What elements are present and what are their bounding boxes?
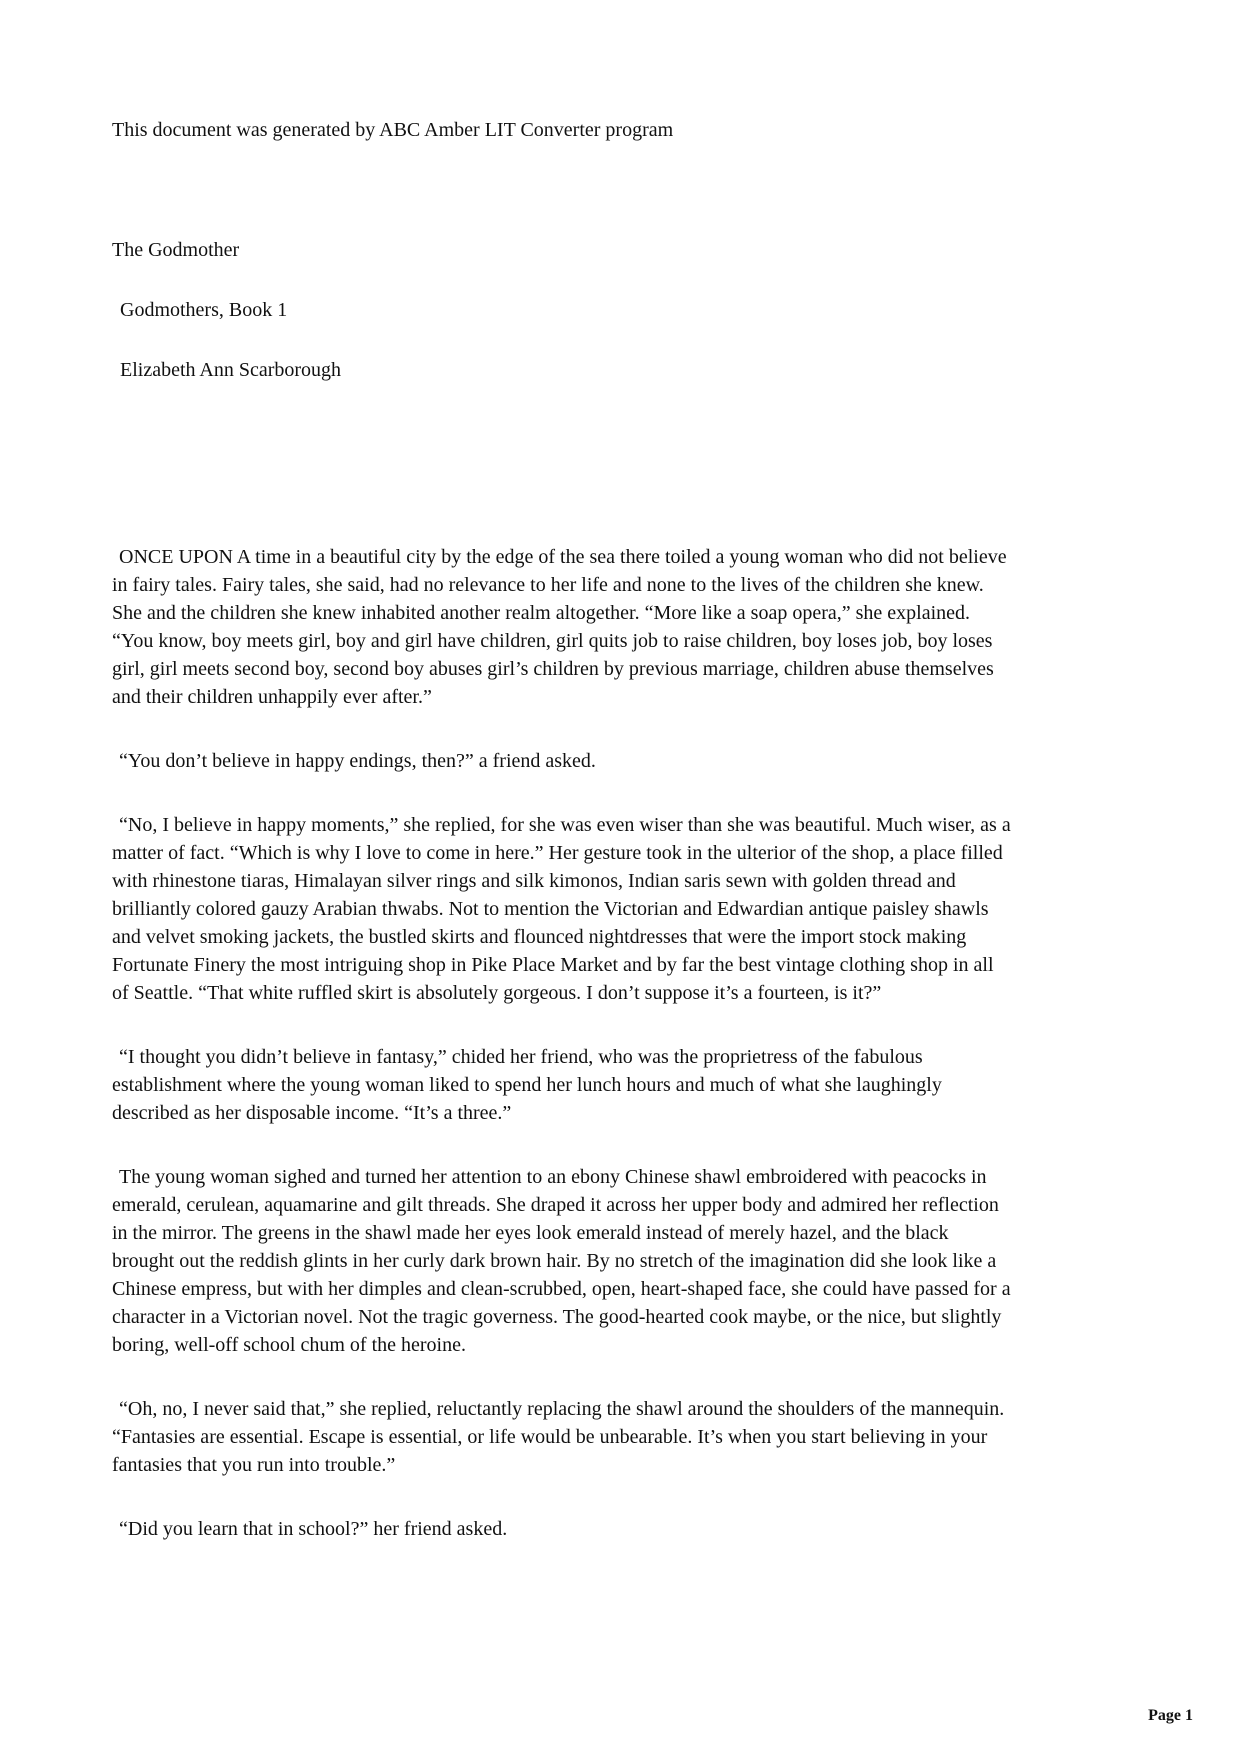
converter-notice: This document was generated by ABC Amber LIT Converter program bbox=[112, 119, 674, 141]
book-author: Elizabeth Ann Scarborough bbox=[120, 359, 342, 381]
paragraph: “No, I believe in happy moments,” she replied, for she was even wiser than she was beautiful. Much wiser, as a matter of fact. “Which is why I love to come in here.” Her gesture took in the ulterior of the shop, a place filled with rhinestone tiaras, Himalayan silver rings and silk kimonos, Indian saris sewn with golden thread and brilliantly colored gauzy Arabian thwabs. Not to mention the Victorian and Edwardian antique paisley shawls and velvet smoking jackets, the bustled skirts and flounced nightdresses that were the import stock making Fortunate Finery the most intriguing shop in Pike Place Market and by far the best vintage clothing shop in all of Seattle. “That white ruffled skirt is absolutely gorgeous. I don’t suppose it’s a fourteen, is it?” bbox=[112, 814, 1011, 1004]
paragraph: “I thought you didn’t believe in fantasy,” chided her friend, who was the proprietress of the fabulous establishment where the young woman liked to spend her lunch hours and much of what she laughingly described as her disposable income. “It’s a three.” bbox=[112, 1046, 942, 1124]
paragraph: “You don’t believe in happy endings, then?” a friend asked. bbox=[119, 750, 596, 772]
paragraph: ONCE UPON A time in a beautiful city by the edge of the sea there toiled a young woman who did not believe in fairy tales. Fairy tales, she said, had no relevance to her life and none to the lives of the children she knew. She and the children she knew inhabited another realm altogether. “More like a soap opera,” she explained. “You know, boy meets girl, boy and girl have children, girl quits job to raise children, boy loses job, boy loses girl, girl meets second boy, second boy abuses girl’s children by previous marriage, children abuse themselves and their children unhappily ever after.” bbox=[112, 546, 1007, 708]
paragraph: The young woman sighed and turned her attention to an ebony Chinese shawl embroidered with peacocks in emerald, cerulean, aquamarine and gilt threads. She draped it across her upper body and admired her reflection in the mirror. The greens in the shawl made her eyes look emerald instead of merely hazel, and the black brought out the reddish glints in her curly dark brown hair. By no stretch of the imagination did she look like a Chinese empress, but with her dimples and clean-scrubbed, open, heart-shaped face, she could have passed for a character in a Victorian novel. Not the tragic governess. The good-hearted cook maybe, or the nice, but slightly boring, well-off school chum of the heroine. bbox=[112, 1166, 1011, 1356]
page-number: Page 1 bbox=[1148, 1707, 1193, 1724]
paragraph: “Did you learn that in school?” her friend asked. bbox=[119, 1518, 508, 1540]
paragraph: “Oh, no, I never said that,” she replied, reluctantly replacing the shawl around the shoulders of the mannequin. “Fantasies are essential. Escape is essential, or life would be unbearable. It’s when you start believing in your fantasies that you run into trouble.” bbox=[112, 1398, 1005, 1476]
page-content bbox=[112, 0, 1012, 1579]
book-title: The Godmother bbox=[112, 239, 240, 261]
book-series: Godmothers, Book 1 bbox=[120, 299, 288, 321]
body-text bbox=[112, 543, 1012, 1543]
